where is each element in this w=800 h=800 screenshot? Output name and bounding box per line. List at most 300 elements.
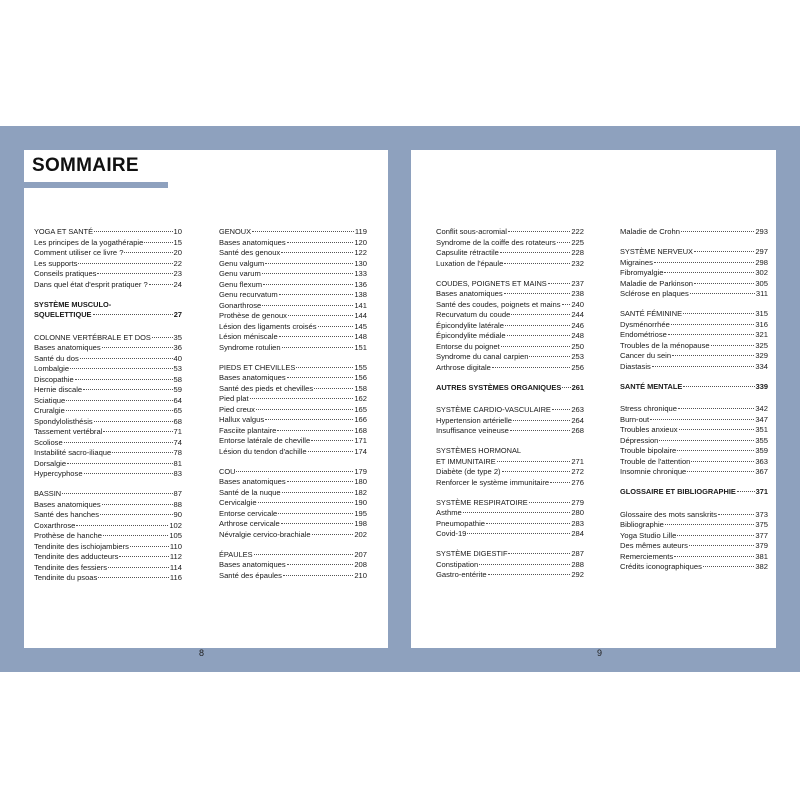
toc-entry-page: 24 xyxy=(173,279,182,289)
toc-entry[interactable] xyxy=(436,259,584,270)
dot-leader xyxy=(100,514,173,515)
toc-entry[interactable] xyxy=(219,322,367,333)
toc-entry-title: Bases anatomiques xyxy=(219,477,286,486)
toc-entry-title: Conflit sous-acromial xyxy=(436,227,507,236)
toc-entry-page: 208 xyxy=(354,560,367,569)
toc-entry[interactable] xyxy=(436,227,584,238)
toc-entry[interactable] xyxy=(34,269,182,280)
toc-entry-title: Cervicalgie xyxy=(219,498,257,507)
toc-entry-page: 329 xyxy=(755,351,768,360)
dot-leader xyxy=(252,231,354,232)
toc-entry[interactable] xyxy=(34,427,182,438)
toc-section-heading[interactable] xyxy=(436,279,584,290)
toc-entry[interactable] xyxy=(34,448,182,459)
toc-entry[interactable] xyxy=(436,342,584,353)
dot-leader xyxy=(463,512,571,513)
toc-entry-title: Lombalgie xyxy=(34,364,70,373)
toc-entry-page: 74 xyxy=(173,437,182,447)
toc-entry-page: 279 xyxy=(571,497,584,507)
toc-entry[interactable] xyxy=(219,488,367,499)
toc-entry[interactable] xyxy=(34,354,182,365)
toc-entry-title: Prothèse de hanche xyxy=(34,531,102,540)
dot-leader xyxy=(287,481,354,482)
toc-entry-title: Entorse latérale de cheville xyxy=(219,436,311,445)
dot-leader xyxy=(263,284,353,285)
toc-entry-page: 244 xyxy=(571,310,584,319)
toc-entry-title: Tendinite des fessiers xyxy=(34,562,108,572)
toc-entry-title: Capsulite rétractile xyxy=(436,248,499,257)
toc-entry-title: Crédits iconographiques xyxy=(620,562,702,571)
toc-group xyxy=(436,549,584,581)
toc-entry[interactable] xyxy=(219,280,367,291)
toc-entry[interactable] xyxy=(34,406,182,417)
toc-entry[interactable] xyxy=(34,385,182,396)
toc-entry[interactable] xyxy=(436,560,584,571)
dot-leader xyxy=(529,356,570,357)
dot-leader xyxy=(507,335,571,336)
dot-leader xyxy=(149,284,173,285)
toc-entry-multiline[interactable] xyxy=(436,446,584,467)
dot-leader xyxy=(718,514,754,515)
toc-entry-page: 81 xyxy=(173,458,182,468)
toc-entry[interactable] xyxy=(34,459,182,470)
title-underline-bar xyxy=(24,182,168,188)
toc-entry[interactable] xyxy=(219,560,367,571)
toc-entry[interactable] xyxy=(620,227,768,238)
toc-column-4 xyxy=(620,227,768,582)
toc-group xyxy=(219,550,367,582)
toc-entry[interactable] xyxy=(219,311,367,322)
toc-entry-page: 136 xyxy=(354,279,367,289)
dot-leader xyxy=(683,386,754,387)
dot-leader xyxy=(94,421,173,422)
toc-entry-page: 59 xyxy=(173,385,182,394)
toc-entry-page: 347 xyxy=(755,414,768,424)
toc-entry[interactable] xyxy=(34,364,182,375)
dot-leader xyxy=(691,461,754,462)
toc-entry-title: Santé des coudes, poignets et mains xyxy=(436,299,561,309)
dot-leader xyxy=(124,252,172,253)
toc-entry-title: AUTRES SYSTÈMES ORGANIQUES xyxy=(436,382,562,392)
toc-entry-page: 58 xyxy=(173,374,182,384)
toc-entry-title: SANTÉ MENTALE xyxy=(620,381,683,391)
toc-entry-title: Fasciite plantaire xyxy=(219,425,277,435)
toc-entry[interactable] xyxy=(436,331,584,342)
dot-leader xyxy=(677,535,754,536)
dot-leader xyxy=(668,334,754,335)
toc-section-heading[interactable] xyxy=(620,247,768,258)
toc-entry-page: 133 xyxy=(354,269,367,278)
toc-entry-page: 155 xyxy=(354,362,367,372)
toc-entry[interactable] xyxy=(34,469,182,480)
toc-entry-page: 174 xyxy=(354,446,367,456)
toc-entry[interactable] xyxy=(620,531,768,542)
toc-entry-title: Les principes de la yogathérapie xyxy=(34,237,144,247)
dot-leader xyxy=(62,493,172,494)
toc-entry-title: Prothèse de genoux xyxy=(219,311,287,320)
toc-entry[interactable] xyxy=(620,446,768,457)
dot-leader xyxy=(500,252,570,253)
dot-leader xyxy=(501,346,571,347)
toc-entry[interactable] xyxy=(436,519,584,530)
toc-entry-title: Sclérose en plaques xyxy=(620,289,689,298)
toc-entry-page: 202 xyxy=(354,529,367,539)
toc-entry-page: 144 xyxy=(354,311,367,320)
toc-entry-title: Bases anatomiques xyxy=(436,289,503,298)
toc-section-heading[interactable] xyxy=(436,405,584,416)
toc-entry-page: 71 xyxy=(173,427,182,436)
dot-leader xyxy=(287,377,354,378)
toc-entry[interactable] xyxy=(34,259,182,270)
toc-entry-page: 195 xyxy=(354,508,367,518)
toc-entry[interactable] xyxy=(436,478,584,489)
toc-entry[interactable] xyxy=(219,301,367,312)
toc-entry-page: 87 xyxy=(173,489,182,498)
toc-entry-page: 264 xyxy=(571,415,584,425)
dot-leader xyxy=(102,504,173,505)
toc-group xyxy=(34,489,182,584)
toc-entry-title: Santé des hanches xyxy=(34,510,100,519)
toc-entry[interactable] xyxy=(436,467,584,478)
toc-entry-title: Dysménorrhée xyxy=(620,319,670,329)
toc-entry-page: 381 xyxy=(755,551,768,561)
toc-group xyxy=(620,247,768,300)
toc-entry-title: Lésion du tendon d'achille xyxy=(219,446,307,456)
toc-entry-title: Lésion des ligaments croisés xyxy=(219,321,317,331)
toc-entry[interactable] xyxy=(34,248,182,259)
toc-entry[interactable] xyxy=(436,248,584,259)
dot-leader xyxy=(311,440,353,441)
toc-entry[interactable] xyxy=(34,375,182,386)
toc-entry[interactable] xyxy=(620,351,768,362)
toc-section-heading[interactable] xyxy=(219,227,367,238)
toc-entry[interactable] xyxy=(219,519,367,530)
toc-entry-page: 90 xyxy=(173,510,182,519)
toc-entry[interactable] xyxy=(620,541,768,552)
toc-entry[interactable] xyxy=(219,248,367,259)
toc-section-heading[interactable] xyxy=(219,550,367,561)
toc-entry-page: 225 xyxy=(571,237,584,247)
toc-entry[interactable] xyxy=(620,289,768,300)
toc-entry-title: Entorse du poignet xyxy=(436,341,500,351)
toc-entry-line: SYSTÈMES HORMONAL xyxy=(436,446,522,455)
toc-entry[interactable] xyxy=(436,310,584,321)
toc-group xyxy=(620,227,768,238)
dot-leader xyxy=(281,252,353,253)
dot-leader xyxy=(287,242,354,243)
toc-entry-title: Maladie de Crohn xyxy=(620,227,680,236)
toc-entry-title: SYSTÈME NERVEUX xyxy=(620,247,693,256)
toc-entry[interactable] xyxy=(436,238,584,249)
dot-leader xyxy=(562,304,571,305)
dot-leader xyxy=(318,326,354,327)
toc-entry[interactable] xyxy=(219,290,367,301)
toc-entry xyxy=(34,310,182,321)
toc-section-heading[interactable] xyxy=(436,549,584,560)
dot-leader xyxy=(674,556,754,557)
dot-leader xyxy=(66,400,172,401)
toc-entry[interactable] xyxy=(436,570,584,581)
dot-leader xyxy=(690,293,755,294)
toc-entry-title: Endométriose xyxy=(620,330,667,339)
dot-leader xyxy=(677,450,754,451)
toc-section-heading[interactable] xyxy=(34,489,182,500)
toc-entry-page: 110 xyxy=(169,541,182,551)
dot-leader xyxy=(497,461,571,462)
toc-entry-title: Genu flexum xyxy=(219,279,263,289)
toc-entry[interactable] xyxy=(620,415,768,426)
toc-entry-title: Diastasis xyxy=(620,361,651,371)
toc-entry-title: Pied plat xyxy=(219,394,249,403)
dot-leader xyxy=(279,294,354,295)
dot-leader xyxy=(504,263,570,264)
toc-entry-page: 222 xyxy=(571,227,584,236)
dot-leader xyxy=(250,398,354,399)
toc-section-heading[interactable] xyxy=(436,383,584,394)
toc-entry[interactable] xyxy=(34,521,182,532)
toc-entry[interactable] xyxy=(34,563,182,574)
toc-entry[interactable] xyxy=(219,571,367,582)
toc-entry[interactable] xyxy=(219,509,367,520)
dot-leader xyxy=(67,463,172,464)
dot-leader xyxy=(262,273,354,274)
toc-group xyxy=(620,382,768,393)
toc-entry-page: 297 xyxy=(755,247,768,256)
dot-leader xyxy=(703,566,754,567)
dot-leader xyxy=(119,556,168,557)
toc-entry[interactable] xyxy=(620,467,768,478)
toc-column-1 xyxy=(34,227,182,593)
toc-entry-title: Syndrome rotulien xyxy=(219,342,281,352)
toc-entry[interactable] xyxy=(219,394,367,405)
toc-entry[interactable] xyxy=(620,457,768,468)
toc-entry-title: SANTÉ FÉMININE xyxy=(620,309,683,318)
dot-leader xyxy=(467,533,570,534)
toc-entry[interactable] xyxy=(34,343,182,354)
toc-entry[interactable] xyxy=(436,363,584,374)
toc-entry-page: 65 xyxy=(173,406,182,415)
dot-leader xyxy=(689,545,754,546)
toc-section-heading[interactable] xyxy=(620,382,768,393)
toc-entry[interactable] xyxy=(219,259,367,270)
toc-entry-page: 198 xyxy=(354,519,367,528)
dot-leader xyxy=(282,347,354,348)
toc-entry[interactable] xyxy=(620,552,768,563)
toc-entry-title: Bibliographie xyxy=(620,520,664,529)
toc-entry-page: 293 xyxy=(755,227,768,236)
toc-entry-title: Sciatique xyxy=(34,395,66,405)
toc-entry[interactable] xyxy=(219,436,367,447)
toc-group xyxy=(620,404,768,478)
toc-entry[interactable] xyxy=(34,542,182,553)
toc-entry[interactable] xyxy=(436,300,584,311)
toc-entry[interactable] xyxy=(219,477,367,488)
toc-entry[interactable] xyxy=(34,573,182,584)
toc-entry[interactable] xyxy=(219,426,367,437)
toc-entry[interactable] xyxy=(34,280,182,291)
toc-entry[interactable] xyxy=(620,404,768,415)
toc-entry[interactable] xyxy=(620,520,768,531)
toc-entry-title: Genu recurvatum xyxy=(219,290,278,299)
toc-entry[interactable] xyxy=(219,530,367,541)
toc-entry[interactable] xyxy=(620,258,768,269)
toc-entry[interactable] xyxy=(620,510,768,521)
toc-entry[interactable] xyxy=(219,269,367,280)
dot-leader xyxy=(681,231,754,232)
dot-leader xyxy=(112,452,172,453)
toc-entry-page: 250 xyxy=(571,341,584,351)
toc-entry-page: 287 xyxy=(571,549,584,558)
toc-entry-title: Épicondylite latérale xyxy=(436,320,504,330)
page-number-left: 8 xyxy=(199,648,205,658)
toc-entry[interactable] xyxy=(620,330,768,341)
toc-entry-page: 68 xyxy=(173,416,182,426)
toc-entry-title: ET IMMUNITAIRE xyxy=(436,456,496,466)
toc-entry[interactable] xyxy=(219,384,367,395)
toc-entry-title: Gonarthrose xyxy=(219,300,262,310)
toc-entry[interactable] xyxy=(34,417,182,428)
toc-entry-page: 355 xyxy=(755,435,768,445)
toc-group xyxy=(34,333,182,480)
toc-entry[interactable] xyxy=(219,343,367,354)
dot-leader xyxy=(97,273,172,274)
toc-entry[interactable] xyxy=(436,508,584,519)
toc-entry[interactable] xyxy=(34,531,182,542)
toc-entry[interactable] xyxy=(219,447,367,458)
toc-entry[interactable] xyxy=(34,510,182,521)
dot-leader xyxy=(502,471,571,472)
toc-section-heading[interactable] xyxy=(219,363,367,374)
toc-entry-page: 141 xyxy=(354,300,367,310)
dot-leader xyxy=(254,554,354,555)
toc-entry-page: 377 xyxy=(755,530,768,540)
toc-section-heading[interactable] xyxy=(219,467,367,478)
toc-entry[interactable] xyxy=(620,425,768,436)
toc-entry-page: 151 xyxy=(354,342,367,352)
toc-entry[interactable] xyxy=(219,238,367,249)
toc-entry-page: 53 xyxy=(173,364,182,373)
dot-leader xyxy=(552,409,570,410)
toc-section-heading[interactable] xyxy=(620,309,768,320)
dot-leader xyxy=(508,231,570,232)
dot-leader xyxy=(152,337,173,338)
toc-section-heading[interactable] xyxy=(34,333,182,344)
toc-entry-title: GENOUX xyxy=(219,227,252,236)
toc-entry-title: Bases anatomiques xyxy=(34,343,101,352)
toc-entry[interactable] xyxy=(620,362,768,373)
toc-entry[interactable] xyxy=(34,396,182,407)
toc-entry[interactable] xyxy=(620,320,768,331)
toc-entry[interactable] xyxy=(34,438,182,449)
dot-leader xyxy=(64,442,173,443)
toc-entry-title: Santé des pieds et chevilles xyxy=(219,383,314,393)
dot-leader xyxy=(130,546,169,547)
toc-entry-page: 119 xyxy=(354,227,367,236)
toc-entry-page: 321 xyxy=(755,330,768,339)
toc-entry-page: 288 xyxy=(571,559,584,569)
toc-entry[interactable] xyxy=(34,552,182,563)
toc-entry[interactable] xyxy=(620,341,768,352)
toc-entry[interactable] xyxy=(34,238,182,249)
toc-entry-page: 334 xyxy=(755,361,768,371)
toc-entry-page: 122 xyxy=(354,248,367,257)
toc-entry-title: Arthrose digitale xyxy=(436,362,491,372)
toc-entry-title: COLONNE VERTÉBRALE ET DOS xyxy=(34,332,151,342)
toc-entry-title: Troubles de la ménopause xyxy=(620,340,710,350)
toc-entry-page: 83 xyxy=(173,469,182,478)
dot-leader xyxy=(314,388,353,389)
toc-entry-title: Genu varum xyxy=(219,269,261,278)
dot-leader xyxy=(277,430,353,431)
toc-entry[interactable] xyxy=(219,415,367,426)
dot-leader xyxy=(679,429,755,430)
dot-leader xyxy=(278,513,353,514)
toc-entry[interactable] xyxy=(34,500,182,511)
dot-leader xyxy=(659,440,754,441)
toc-entry[interactable] xyxy=(219,332,367,343)
dot-leader xyxy=(650,419,754,420)
toc-entry-page: 359 xyxy=(755,446,768,455)
toc-entry-page: 316 xyxy=(755,319,768,329)
toc-entry[interactable] xyxy=(219,498,367,509)
toc-entry[interactable] xyxy=(620,562,768,573)
toc-entry-title: Névralgie cervico-brachiale xyxy=(219,529,311,539)
toc-entry[interactable] xyxy=(620,279,768,290)
toc-entry-page: 325 xyxy=(755,340,768,350)
dot-leader xyxy=(265,263,353,264)
toc-section-heading[interactable] xyxy=(34,227,182,238)
toc-entry-title: Insuffisance veineuse xyxy=(436,426,509,435)
toc-entry-page: 240 xyxy=(571,299,584,309)
toc-entry[interactable] xyxy=(620,436,768,447)
toc-entry-title: ÉPAULES xyxy=(219,549,253,559)
dot-leader xyxy=(279,336,354,337)
toc-entry[interactable] xyxy=(436,529,584,540)
toc-entry[interactable] xyxy=(620,268,768,279)
toc-group xyxy=(436,446,584,488)
dot-leader xyxy=(288,315,353,316)
toc-entry-title: Tendinite des adducteurs xyxy=(34,552,119,561)
toc-entry-title: Entorse cervicale xyxy=(219,508,278,518)
dot-leader xyxy=(103,535,168,536)
toc-entry-multiline[interactable] xyxy=(34,300,182,321)
toc-section-heading[interactable] xyxy=(620,487,768,498)
toc-entry-title: Tassement vertébral xyxy=(34,427,103,436)
dot-leader xyxy=(492,367,570,368)
toc-entry[interactable] xyxy=(436,289,584,300)
toc-entry-page: 190 xyxy=(354,498,367,507)
toc-section-heading[interactable] xyxy=(436,498,584,509)
toc-entry-title: Santé des épaules xyxy=(219,570,282,580)
toc-entry[interactable] xyxy=(436,321,584,332)
toc-entry-page: 162 xyxy=(354,394,367,403)
toc-entry[interactable] xyxy=(436,416,584,427)
toc-entry-title: YOGA ET SANTÉ xyxy=(34,227,94,236)
toc-column-2 xyxy=(219,227,367,591)
toc-entry-title: Gastro-entérite xyxy=(436,570,487,579)
toc-entry-page: 272 xyxy=(571,467,584,476)
toc-entry-title: Cruralgie xyxy=(34,406,65,415)
toc-entry-page: 256 xyxy=(571,362,584,372)
toc-entry-title: Santé de la nuque xyxy=(219,487,281,497)
toc-entry[interactable] xyxy=(436,352,584,363)
toc-entry-title: Hernie discale xyxy=(34,385,83,394)
toc-entry[interactable] xyxy=(436,426,584,437)
dot-leader xyxy=(711,345,755,346)
toc-entry[interactable] xyxy=(219,373,367,384)
toc-entry[interactable] xyxy=(219,405,367,416)
toc-entry-page: 15 xyxy=(173,237,182,247)
